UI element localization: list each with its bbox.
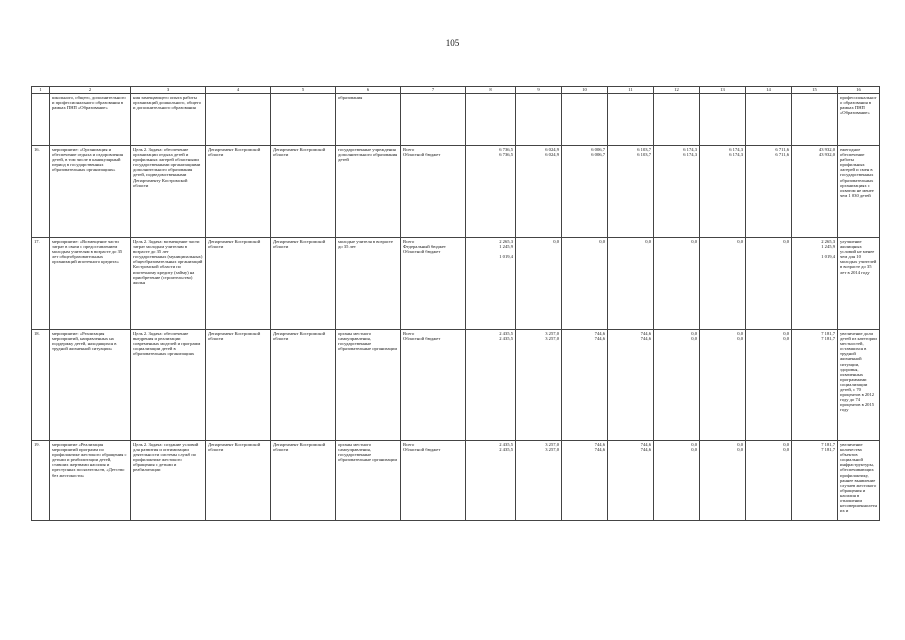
funding-source-name: Областной бюджет bbox=[403, 336, 441, 342]
amount-value bbox=[610, 244, 651, 254]
amount-value: 744,6 bbox=[640, 447, 651, 453]
amount-value: 3 257,0 bbox=[545, 442, 559, 447]
amount-value: 6 711,6 bbox=[775, 147, 789, 152]
amount-col-8 bbox=[466, 146, 516, 238]
amount-value: 6 024,9 bbox=[545, 147, 559, 152]
col-4: 4 bbox=[206, 87, 271, 94]
amount-col-15 bbox=[792, 146, 838, 238]
amount-value: 0,0 bbox=[691, 447, 697, 453]
amount-col-9 bbox=[516, 330, 562, 441]
col-10: 10 bbox=[562, 87, 608, 94]
amount-value: 0,0 bbox=[645, 239, 651, 244]
executor: Департамент Костромской области bbox=[271, 146, 336, 238]
expected-result: улучшение жилищных условий не менее чем для 10 молодых учителей в возрасте до 35 лет в 2014 году bbox=[838, 238, 880, 330]
amount-value: 6 103,7 bbox=[637, 152, 651, 158]
amount-col-10 bbox=[562, 94, 608, 146]
amount-value: 744,6 bbox=[594, 447, 605, 453]
amount-col-9 bbox=[516, 146, 562, 238]
amount-col-12 bbox=[654, 330, 700, 441]
amount-value: 7 181,7 bbox=[821, 331, 835, 336]
amount-col-10 bbox=[562, 238, 608, 330]
page-number: 105 bbox=[445, 38, 460, 48]
amount-col-10 bbox=[562, 441, 608, 521]
goal-task: Цель 2. Задача: возмещение части затрат молодым учителям в возрасте до 35 лет государственных (муниципальных) общеобразовательных организаций Костромской области по ипотечному кредиту (займу) на приобретение (строительство) жилья bbox=[131, 238, 206, 330]
funding-source bbox=[401, 238, 466, 330]
measure-name: мероприятие: «Возмещение части затрат в связи с предоставлением молодым учителям в возрасте до 35 лет общеобразовательных организаций ипотечного кредита» bbox=[50, 238, 131, 330]
row-number: 18. bbox=[32, 330, 50, 441]
amount-col-11 bbox=[608, 330, 654, 441]
amount-col-9 bbox=[516, 238, 562, 330]
row-number: 16. bbox=[32, 146, 50, 238]
funding-source-name: Областной бюджет bbox=[403, 249, 441, 255]
amount-value: 0,0 bbox=[737, 447, 743, 453]
measure-name: мероприятие: «Реализация мероприятий, направленных на поддержку детей, находящихся в трудной жизненной ситуации» bbox=[50, 330, 131, 441]
amount-value: 6 736,5 bbox=[499, 147, 513, 152]
amount-value: 2 435,5 bbox=[499, 442, 513, 447]
amount-value: 0,0 bbox=[783, 447, 789, 453]
amount-value: 0,0 bbox=[691, 336, 697, 342]
table-row bbox=[32, 94, 880, 146]
col-12: 12 bbox=[654, 87, 700, 94]
executor: Департамент Костромской области bbox=[271, 238, 336, 330]
funding-source bbox=[401, 330, 466, 441]
amount-col-11 bbox=[608, 94, 654, 146]
amount-value: 2 265,3 bbox=[821, 239, 835, 244]
expected-result: увеличение количества объектов социальной инфраструктуры, обеспечивающих профилактику, раннее выявление случаев жестокого обращения и насилия в отношении несовершеннолетних и bbox=[838, 441, 880, 521]
col-5: 5 bbox=[271, 87, 336, 94]
amount-col-12 bbox=[654, 441, 700, 521]
amount-col-14 bbox=[746, 330, 792, 441]
amount-col-8 bbox=[466, 94, 516, 146]
amount-value bbox=[518, 244, 559, 254]
executor: Департамент Костромской области bbox=[271, 441, 336, 521]
table-row bbox=[32, 441, 880, 521]
col-15: 15 bbox=[792, 87, 838, 94]
col-16: 16 bbox=[838, 87, 880, 94]
amount-value: 744,6 bbox=[594, 442, 605, 447]
amount-value: 0,0 bbox=[691, 239, 697, 244]
amount-value: 1 019,4 bbox=[499, 254, 513, 260]
amount-value: 1 245,9 bbox=[821, 244, 835, 250]
amount-col-8 bbox=[466, 238, 516, 330]
amount-col-12 bbox=[654, 238, 700, 330]
program-table bbox=[31, 86, 880, 521]
amount-value bbox=[702, 244, 743, 254]
funding-source bbox=[401, 441, 466, 521]
amount-value bbox=[656, 254, 697, 264]
amount-value: 7 181,7 bbox=[821, 442, 835, 447]
table-row bbox=[32, 330, 880, 441]
amount-value: 6 174,3 bbox=[729, 152, 743, 158]
goal-task: Цель 2. Задача: создание условий для развития и оптимизации деятельности системы служб по профилактике жестокого обращения с детьми и реабилитации bbox=[131, 441, 206, 521]
recipient: органы местного самоуправления, государственные образовательные организации bbox=[336, 441, 401, 521]
amount-value bbox=[656, 244, 697, 254]
goal-task: ния замещающего опыта работы организаций дошкольного, общего и дополнительного образования bbox=[131, 94, 206, 146]
column-number-row bbox=[32, 87, 880, 94]
amount-col-11 bbox=[608, 146, 654, 238]
col-3: 3 bbox=[131, 87, 206, 94]
amount-value: 0,0 bbox=[553, 239, 559, 244]
table-body bbox=[32, 87, 880, 521]
table-row bbox=[32, 238, 880, 330]
recipient: органы местного самоуправления, государственные образовательные организации bbox=[336, 330, 401, 441]
amount-value bbox=[518, 254, 559, 264]
amount-value: 7 181,7 bbox=[821, 447, 835, 453]
amount-value: 3 257,0 bbox=[545, 336, 559, 342]
funding-source-name: Всего bbox=[403, 331, 415, 336]
amount-value: 0,0 bbox=[691, 442, 697, 447]
amount-col-15 bbox=[792, 94, 838, 146]
customer: Департамент Костромской области bbox=[206, 330, 271, 441]
expected-result: профессионального образования в рамках ПНП «Образование» bbox=[838, 94, 880, 146]
amount-value: 0,0 bbox=[737, 239, 743, 244]
funding-source-name: Областной бюджет bbox=[403, 152, 441, 158]
measure-name: мероприятие «Реализация мероприятий программ по профилактике жестокого обращения с детьми и реабилитации детей, ставших жертвами насилия и преступных посягательств, «Детство без жестокости» bbox=[50, 441, 131, 521]
row-number: 19. bbox=[32, 441, 50, 521]
amount-value: 6 736,5 bbox=[499, 152, 513, 158]
funding-source-name: Всего bbox=[403, 147, 415, 152]
amount-col-13 bbox=[700, 441, 746, 521]
amount-value: 744,6 bbox=[640, 331, 651, 336]
amount-value bbox=[564, 244, 605, 254]
funding-source bbox=[401, 146, 466, 238]
amount-value: 0,0 bbox=[737, 442, 743, 447]
row-number bbox=[32, 94, 50, 146]
amount-value: 0,0 bbox=[783, 331, 789, 336]
col-8: 8 bbox=[466, 87, 516, 94]
amount-col-15 bbox=[792, 330, 838, 441]
amount-value: 1 245,9 bbox=[499, 244, 513, 250]
amount-col-13 bbox=[700, 330, 746, 441]
funding-source-name: Федеральный бюджет bbox=[403, 244, 446, 250]
amount-value bbox=[564, 254, 605, 264]
amount-value: 6 174,3 bbox=[729, 147, 743, 152]
col-13: 13 bbox=[700, 87, 746, 94]
amount-col-11 bbox=[608, 238, 654, 330]
col-14: 14 bbox=[746, 87, 792, 94]
amount-value: 43 932,0 bbox=[818, 152, 835, 158]
recipient: государственные учреждения дополнительного образования детей bbox=[336, 146, 401, 238]
col-9: 9 bbox=[516, 87, 562, 94]
amount-col-14 bbox=[746, 238, 792, 330]
amount-col-8 bbox=[466, 441, 516, 521]
executor bbox=[271, 94, 336, 146]
amount-value bbox=[748, 254, 789, 264]
amount-col-15 bbox=[792, 238, 838, 330]
recipient: образования bbox=[336, 94, 401, 146]
amount-col-10 bbox=[562, 146, 608, 238]
amount-value: 744,6 bbox=[594, 331, 605, 336]
measure-name: мероприятие: «Организация и обеспечение отдыха и оздоровления детей, в том числе в каникулярный период в государственных образовательных организациях» bbox=[50, 146, 131, 238]
funding-source-name: Всего bbox=[403, 239, 415, 244]
amount-value: 2 435,5 bbox=[499, 331, 513, 336]
amount-value: 2 435,5 bbox=[499, 447, 513, 453]
recipient: молодые учителя в возрасте до 35 лет bbox=[336, 238, 401, 330]
amount-col-14 bbox=[746, 441, 792, 521]
col-1: 1 bbox=[32, 87, 50, 94]
col-11: 11 bbox=[608, 87, 654, 94]
amount-col-15 bbox=[792, 441, 838, 521]
amount-col-10 bbox=[562, 330, 608, 441]
amount-value: 6 006,7 bbox=[591, 147, 605, 152]
amount-value: 6 103,7 bbox=[637, 147, 651, 152]
table-row bbox=[32, 146, 880, 238]
amount-col-13 bbox=[700, 94, 746, 146]
amount-value: 6 024,9 bbox=[545, 152, 559, 158]
customer: Департамент Костромской области bbox=[206, 441, 271, 521]
amount-value: 1 019,4 bbox=[821, 254, 835, 260]
goal-task: Цель 2. Задача: обеспечение организации отдыха детей и профильных лагерей областными государственными организациями дополнительного образования детей, подведомственными Департаменту Костромской области bbox=[131, 146, 206, 238]
executor: Департамент Костромской области bbox=[271, 330, 336, 441]
amount-value: 744,6 bbox=[640, 442, 651, 447]
col-7: 7 bbox=[401, 87, 466, 94]
amount-col-11 bbox=[608, 441, 654, 521]
amount-value: 6 711,6 bbox=[775, 152, 789, 158]
expected-result: ежегодное обеспечение работы профильных лагерей и смен в государственных образовательных организациях с охватом не менее чем 1 030 детей bbox=[838, 146, 880, 238]
col-6: 6 bbox=[336, 87, 401, 94]
customer bbox=[206, 94, 271, 146]
amount-value bbox=[702, 254, 743, 264]
amount-value: 2 435,5 bbox=[499, 336, 513, 342]
amount-col-9 bbox=[516, 94, 562, 146]
amount-value bbox=[610, 254, 651, 264]
amount-value: 6 174,3 bbox=[683, 152, 697, 158]
amount-value: 0,0 bbox=[783, 442, 789, 447]
measure-name: школьного, общего, дополнительного и профессионального образования в рамках ПНП «Образование» bbox=[50, 94, 131, 146]
customer: Департамент Костромской области bbox=[206, 146, 271, 238]
amount-value: 744,6 bbox=[640, 336, 651, 342]
amount-value: 6 174,3 bbox=[683, 147, 697, 152]
funding-source-name: Областной бюджет bbox=[403, 447, 441, 453]
amount-col-14 bbox=[746, 146, 792, 238]
expected-result: увеличение доли детей из категории местностей, оставшихся в трудной жизненной ситуации, здоровья, охваченных программами социализации детей, с 70 процентов в 2012 году до 74 процентов в 2015 году bbox=[838, 330, 880, 441]
amount-value: 0,0 bbox=[737, 331, 743, 336]
amount-value bbox=[748, 244, 789, 254]
amount-value: 0,0 bbox=[737, 336, 743, 342]
amount-col-13 bbox=[700, 238, 746, 330]
amount-value: 2 265,3 bbox=[499, 239, 513, 244]
amount-col-9 bbox=[516, 441, 562, 521]
amount-value: 6 006,7 bbox=[591, 152, 605, 158]
amount-col-8 bbox=[466, 330, 516, 441]
amount-value: 0,0 bbox=[783, 336, 789, 342]
amount-value: 43 932,0 bbox=[818, 147, 835, 152]
row-number: 17. bbox=[32, 238, 50, 330]
amount-value: 0,0 bbox=[599, 239, 605, 244]
amount-col-12 bbox=[654, 94, 700, 146]
customer: Департамент Костромской области bbox=[206, 238, 271, 330]
amount-value: 0,0 bbox=[783, 239, 789, 244]
amount-value: 7 181,7 bbox=[821, 336, 835, 342]
amount-col-13 bbox=[700, 146, 746, 238]
amount-value: 3 257,0 bbox=[545, 331, 559, 336]
col-2: 2 bbox=[50, 87, 131, 94]
amount-value: 0,0 bbox=[691, 331, 697, 336]
amount-value: 3 257,0 bbox=[545, 447, 559, 453]
amount-value: 744,6 bbox=[594, 336, 605, 342]
amount-col-12 bbox=[654, 146, 700, 238]
goal-task: Цель 2. Задача: обеспечение внедрения и реализации современных моделей и программ социализации детей в образовательных организациях bbox=[131, 330, 206, 441]
funding-source bbox=[401, 94, 466, 146]
funding-source-name: Всего bbox=[403, 442, 415, 447]
amount-col-14 bbox=[746, 94, 792, 146]
